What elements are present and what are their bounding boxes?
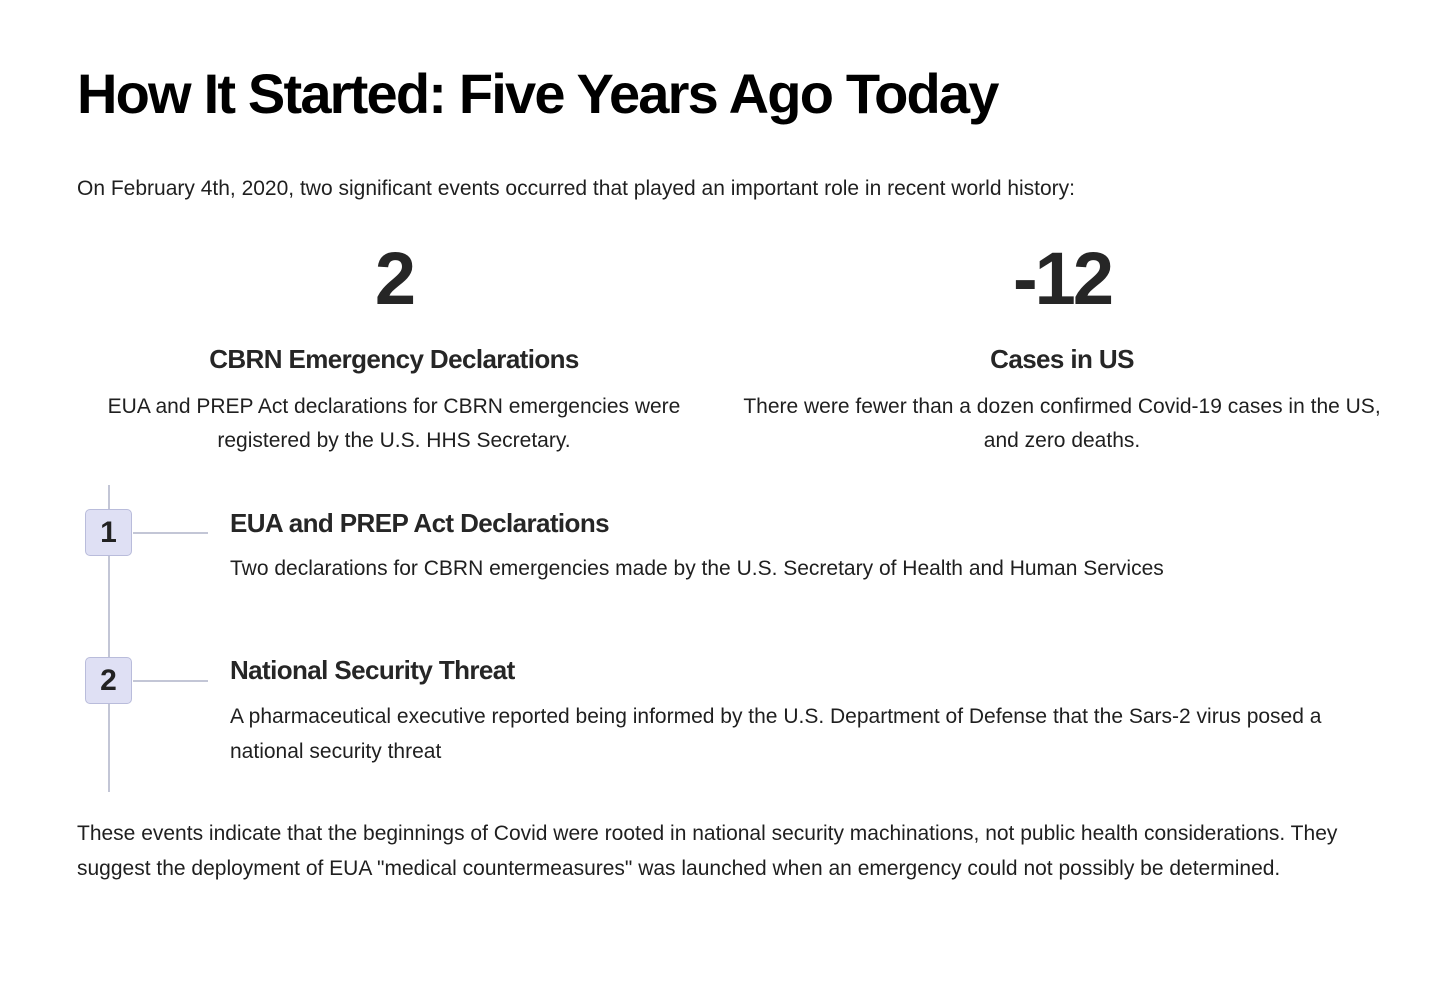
- page-title: How It Started: Five Years Ago Today: [77, 62, 998, 125]
- stat-label: Cases in US: [990, 344, 1134, 374]
- intro-paragraph: On February 4th, 2020, two significant events occurred that played an important role in recent world history:: [77, 177, 1076, 200]
- stat-description: There were fewer than a dozen confirmed Covid-19 cases in the US, and zero deaths.: [743, 395, 1381, 452]
- stat-label: CBRN Emergency Declarations: [209, 344, 579, 374]
- step-description: Two declarations for CBRN emergencies made by the U.S. Secretary of Health and Human Services: [230, 557, 1164, 580]
- step-description: A pharmaceutical executive reported being informed by the U.S. Department of Defense that the Sars-2 virus posed a national security threat: [230, 705, 1322, 763]
- stat-value: 2: [374, 237, 414, 320]
- conclusion-paragraph: These events indicate that the beginnings of Covid were rooted in national security machinations, not public health considerations. They suggest the deployment of EUA "medical countermeasures" was launched when an emergency could not possibly be determined.: [77, 822, 1338, 880]
- step-title: EUA and PREP Act Declarations: [230, 508, 609, 538]
- step-number-badge: 1: [85, 509, 132, 556]
- stat-value: -12: [1013, 237, 1111, 320]
- step-number-badge: 2: [85, 657, 132, 704]
- step-connector: [133, 532, 208, 534]
- step-title: National Security Threat: [230, 655, 515, 685]
- stat-description: EUA and PREP Act declarations for CBRN emergencies were registered by the U.S. HHS Secretary.: [107, 395, 681, 452]
- step-connector: [133, 680, 208, 682]
